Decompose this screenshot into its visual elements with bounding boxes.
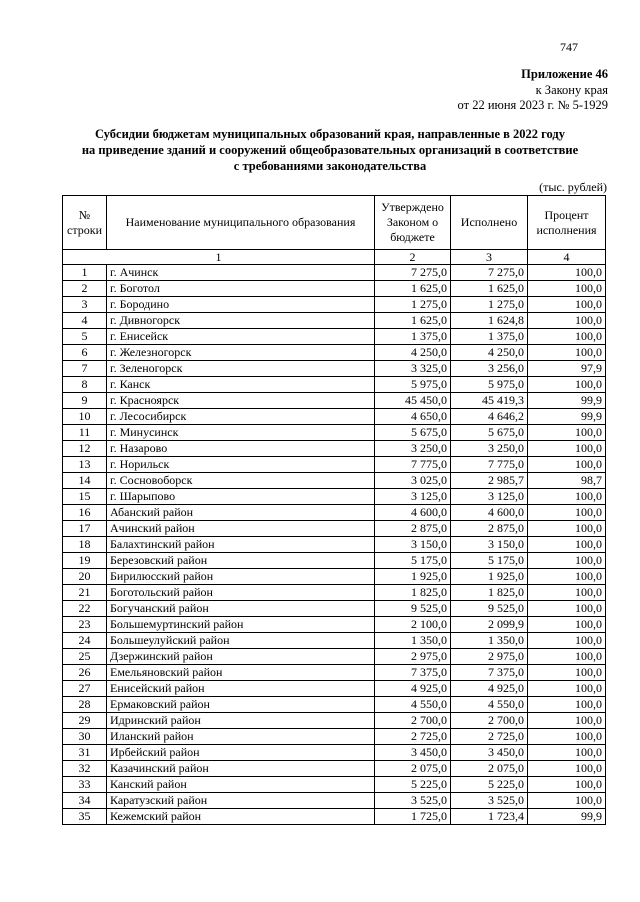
- percent-cell: 100,0: [528, 713, 606, 729]
- row-number-cell: 33: [63, 777, 107, 793]
- percent-cell: 100,0: [528, 633, 606, 649]
- table-row: [63, 569, 606, 585]
- header-municipality: Наименование муниципального образования: [107, 196, 375, 250]
- approved-cell: 1 625,0: [375, 281, 451, 297]
- municipality-cell: Каратузский район: [107, 793, 375, 809]
- executed-cell: 2 099,9: [451, 617, 528, 633]
- table-row: [63, 489, 606, 505]
- municipality-cell: г. Красноярск: [107, 393, 375, 409]
- column-numbers-row: [63, 250, 606, 265]
- header-row-number: № строки: [63, 196, 107, 250]
- table-row: [63, 457, 606, 473]
- row-number-cell: 10: [63, 409, 107, 425]
- approved-cell: 4 650,0: [375, 409, 451, 425]
- table-row: [63, 601, 606, 617]
- approved-cell: 3 125,0: [375, 489, 451, 505]
- municipality-cell: г. Канск: [107, 377, 375, 393]
- table-row: [63, 793, 606, 809]
- municipality-cell: г. Лесосибирск: [107, 409, 375, 425]
- column-number-2: 2: [375, 250, 451, 265]
- row-number-cell: 23: [63, 617, 107, 633]
- column-number-4: 4: [528, 250, 606, 265]
- percent-cell: 100,0: [528, 345, 606, 361]
- municipality-cell: Боготольский район: [107, 585, 375, 601]
- executed-cell: 1 825,0: [451, 585, 528, 601]
- executed-cell: 5 675,0: [451, 425, 528, 441]
- approved-cell: 2 075,0: [375, 761, 451, 777]
- row-number-cell: 21: [63, 585, 107, 601]
- executed-cell: 2 875,0: [451, 521, 528, 537]
- approved-cell: 1 275,0: [375, 297, 451, 313]
- approved-cell: 2 875,0: [375, 521, 451, 537]
- municipality-cell: Абанский район: [107, 505, 375, 521]
- percent-cell: 100,0: [528, 265, 606, 281]
- executed-cell: 7 275,0: [451, 265, 528, 281]
- municipality-cell: Балахтинский район: [107, 537, 375, 553]
- approved-cell: 4 600,0: [375, 505, 451, 521]
- executed-cell: 1 375,0: [451, 329, 528, 345]
- table-row: [63, 409, 606, 425]
- table-row: [63, 441, 606, 457]
- percent-cell: 100,0: [528, 793, 606, 809]
- row-number-cell: 2: [63, 281, 107, 297]
- percent-cell: 100,0: [528, 697, 606, 713]
- approved-cell: 7 375,0: [375, 665, 451, 681]
- table-row: [63, 313, 606, 329]
- executed-cell: 4 646,2: [451, 409, 528, 425]
- municipality-cell: г. Бородино: [107, 297, 375, 313]
- municipality-cell: г. Назарово: [107, 441, 375, 457]
- approved-cell: 1 725,0: [375, 809, 451, 825]
- percent-cell: 97,9: [528, 361, 606, 377]
- column-number-1: 1: [63, 250, 375, 265]
- row-number-cell: 9: [63, 393, 107, 409]
- table-row: [63, 713, 606, 729]
- executed-cell: 3 256,0: [451, 361, 528, 377]
- approved-cell: 1 825,0: [375, 585, 451, 601]
- executed-cell: 1 350,0: [451, 633, 528, 649]
- approved-cell: 1 350,0: [375, 633, 451, 649]
- executed-cell: 4 250,0: [451, 345, 528, 361]
- title-line-2: на приведение зданий и сооружений общеобразовательных организаций в соответствие: [81, 143, 579, 157]
- approved-cell: 5 675,0: [375, 425, 451, 441]
- table-row: [63, 425, 606, 441]
- row-number-cell: 14: [63, 473, 107, 489]
- percent-cell: 100,0: [528, 585, 606, 601]
- executed-cell: 3 150,0: [451, 537, 528, 553]
- table-row: [63, 377, 606, 393]
- executed-cell: 2 975,0: [451, 649, 528, 665]
- row-number-cell: 7: [63, 361, 107, 377]
- municipality-cell: г. Минусинск: [107, 425, 375, 441]
- percent-cell: 100,0: [528, 425, 606, 441]
- row-number-cell: 19: [63, 553, 107, 569]
- row-number-cell: 22: [63, 601, 107, 617]
- approved-cell: 4 250,0: [375, 345, 451, 361]
- municipality-cell: г. Зеленогорск: [107, 361, 375, 377]
- approved-cell: 2 975,0: [375, 649, 451, 665]
- municipality-cell: Кежемский район: [107, 809, 375, 825]
- executed-cell: 2 725,0: [451, 729, 528, 745]
- table-row: [63, 617, 606, 633]
- approved-cell: 9 525,0: [375, 601, 451, 617]
- approved-cell: 5 975,0: [375, 377, 451, 393]
- percent-cell: 100,0: [528, 537, 606, 553]
- approved-cell: 2 700,0: [375, 713, 451, 729]
- executed-cell: 1 925,0: [451, 569, 528, 585]
- row-number-cell: 13: [63, 457, 107, 473]
- approved-cell: 1 375,0: [375, 329, 451, 345]
- percent-cell: 100,0: [528, 457, 606, 473]
- municipality-cell: г. Енисейск: [107, 329, 375, 345]
- municipality-cell: г. Сосновоборск: [107, 473, 375, 489]
- row-number-cell: 3: [63, 297, 107, 313]
- municipality-cell: г. Дивногорск: [107, 313, 375, 329]
- municipality-cell: Емельяновский район: [107, 665, 375, 681]
- approved-cell: 2 725,0: [375, 729, 451, 745]
- percent-cell: 100,0: [528, 665, 606, 681]
- table-row: [63, 297, 606, 313]
- executed-cell: 4 600,0: [451, 505, 528, 521]
- table-header-row: [63, 196, 606, 250]
- percent-cell: 100,0: [528, 777, 606, 793]
- percent-cell: 100,0: [528, 441, 606, 457]
- row-number-cell: 32: [63, 761, 107, 777]
- table-row: [63, 665, 606, 681]
- executed-cell: 1 625,0: [451, 281, 528, 297]
- title-line-1: Субсидии бюджетам муниципальных образований края, направленные в 2022 году: [94, 127, 566, 141]
- row-number-cell: 5: [63, 329, 107, 345]
- row-number-cell: 34: [63, 793, 107, 809]
- row-number-cell: 31: [63, 745, 107, 761]
- executed-cell: 9 525,0: [451, 601, 528, 617]
- executed-cell: 1 723,4: [451, 809, 528, 825]
- approved-cell: 3 325,0: [375, 361, 451, 377]
- municipality-cell: Бирилюсский район: [107, 569, 375, 585]
- row-number-cell: 29: [63, 713, 107, 729]
- executed-cell: 3 525,0: [451, 793, 528, 809]
- municipality-cell: г. Боготол: [107, 281, 375, 297]
- percent-cell: 100,0: [528, 553, 606, 569]
- table-row: [63, 281, 606, 297]
- municipality-cell: Идринский район: [107, 713, 375, 729]
- executed-cell: 3 450,0: [451, 745, 528, 761]
- table-row: [63, 809, 606, 825]
- percent-cell: 100,0: [528, 377, 606, 393]
- units-label: (тыс. рублей): [539, 180, 607, 194]
- executed-cell: 5 975,0: [451, 377, 528, 393]
- document-title: [40, 126, 620, 174]
- row-number-cell: 35: [63, 809, 107, 825]
- table-row: [63, 473, 606, 489]
- row-number-cell: 15: [63, 489, 107, 505]
- municipality-cell: Березовский район: [107, 553, 375, 569]
- executed-cell: 5 175,0: [451, 553, 528, 569]
- table-row: [63, 585, 606, 601]
- approved-cell: 3 450,0: [375, 745, 451, 761]
- header-executed: Исполнено: [451, 196, 528, 250]
- row-number-cell: 16: [63, 505, 107, 521]
- percent-cell: 100,0: [528, 681, 606, 697]
- subsidies-table: [62, 195, 606, 825]
- approved-cell: 3 150,0: [375, 537, 451, 553]
- percent-cell: 100,0: [528, 521, 606, 537]
- percent-cell: 100,0: [528, 281, 606, 297]
- approved-cell: 3 025,0: [375, 473, 451, 489]
- table-row: [63, 361, 606, 377]
- row-number-cell: 6: [63, 345, 107, 361]
- table-row: [63, 649, 606, 665]
- approved-cell: 3 525,0: [375, 793, 451, 809]
- approved-cell: 3 250,0: [375, 441, 451, 457]
- municipality-cell: Канский район: [107, 777, 375, 793]
- table-row: [63, 697, 606, 713]
- row-number-cell: 20: [63, 569, 107, 585]
- row-number-cell: 27: [63, 681, 107, 697]
- percent-cell: 100,0: [528, 505, 606, 521]
- row-number-cell: 26: [63, 665, 107, 681]
- municipality-cell: г. Шарыпово: [107, 489, 375, 505]
- percent-cell: 99,9: [528, 409, 606, 425]
- percent-cell: 100,0: [528, 729, 606, 745]
- table-row: [63, 393, 606, 409]
- municipality-cell: Богучанский район: [107, 601, 375, 617]
- row-number-cell: 18: [63, 537, 107, 553]
- column-number-3: 3: [451, 250, 528, 265]
- table-row: [63, 537, 606, 553]
- percent-cell: 100,0: [528, 329, 606, 345]
- table-row: [63, 729, 606, 745]
- table-row: [63, 345, 606, 361]
- executed-cell: 3 250,0: [451, 441, 528, 457]
- row-number-cell: 24: [63, 633, 107, 649]
- executed-cell: 45 419,3: [451, 393, 528, 409]
- municipality-cell: Ирбейский район: [107, 745, 375, 761]
- approved-cell: 7 275,0: [375, 265, 451, 281]
- municipality-cell: г. Норильск: [107, 457, 375, 473]
- approved-cell: 7 775,0: [375, 457, 451, 473]
- page-number: 747: [560, 40, 578, 54]
- executed-cell: 7 375,0: [451, 665, 528, 681]
- row-number-cell: 17: [63, 521, 107, 537]
- percent-cell: 98,7: [528, 473, 606, 489]
- municipality-cell: Большемуртинский район: [107, 617, 375, 633]
- row-number-cell: 1: [63, 265, 107, 281]
- municipality-cell: Ачинский район: [107, 521, 375, 537]
- municipality-cell: Енисейский район: [107, 681, 375, 697]
- approved-cell: 1 925,0: [375, 569, 451, 585]
- percent-cell: 100,0: [528, 617, 606, 633]
- approved-cell: 2 100,0: [375, 617, 451, 633]
- percent-cell: 99,9: [528, 393, 606, 409]
- row-number-cell: 4: [63, 313, 107, 329]
- approved-cell: 4 925,0: [375, 681, 451, 697]
- percent-cell: 100,0: [528, 601, 606, 617]
- percent-cell: 100,0: [528, 649, 606, 665]
- appendix-line-2: от 22 июня 2023 г. № 5-1929: [457, 98, 608, 112]
- approved-cell: 5 225,0: [375, 777, 451, 793]
- approved-cell: 45 450,0: [375, 393, 451, 409]
- header-approved: Утверждено Законом о бюджете: [375, 196, 451, 250]
- percent-cell: 100,0: [528, 313, 606, 329]
- municipality-cell: Дзержинский район: [107, 649, 375, 665]
- executed-cell: 2 700,0: [451, 713, 528, 729]
- municipality-cell: Ермаковский район: [107, 697, 375, 713]
- percent-cell: 100,0: [528, 489, 606, 505]
- table-row: [63, 745, 606, 761]
- table-row: [63, 505, 606, 521]
- table-row: [63, 553, 606, 569]
- executed-cell: 5 225,0: [451, 777, 528, 793]
- municipality-cell: Большеулуйский район: [107, 633, 375, 649]
- percent-cell: 99,9: [528, 809, 606, 825]
- executed-cell: 1 624,8: [451, 313, 528, 329]
- table-row: [63, 265, 606, 281]
- table-row: [63, 681, 606, 697]
- row-number-cell: 30: [63, 729, 107, 745]
- executed-cell: 2 075,0: [451, 761, 528, 777]
- table-row: [63, 761, 606, 777]
- percent-cell: 100,0: [528, 297, 606, 313]
- approved-cell: 4 550,0: [375, 697, 451, 713]
- percent-cell: 100,0: [528, 761, 606, 777]
- title-line-3: с требованиями законодательства: [233, 159, 427, 173]
- table-row: [63, 633, 606, 649]
- municipality-cell: г. Железногорск: [107, 345, 375, 361]
- executed-cell: 2 985,7: [451, 473, 528, 489]
- executed-cell: 4 550,0: [451, 697, 528, 713]
- row-number-cell: 28: [63, 697, 107, 713]
- appendix-title: Приложение 46: [521, 67, 608, 81]
- table-row: [63, 329, 606, 345]
- table-row: [63, 777, 606, 793]
- municipality-cell: г. Ачинск: [107, 265, 375, 281]
- municipality-cell: Иланский район: [107, 729, 375, 745]
- row-number-cell: 11: [63, 425, 107, 441]
- row-number-cell: 25: [63, 649, 107, 665]
- executed-cell: 4 925,0: [451, 681, 528, 697]
- appendix-line-1: к Закону края: [535, 83, 608, 97]
- executed-cell: 7 775,0: [451, 457, 528, 473]
- executed-cell: 3 125,0: [451, 489, 528, 505]
- executed-cell: 1 275,0: [451, 297, 528, 313]
- row-number-cell: 8: [63, 377, 107, 393]
- header-percent: Процент исполнения: [528, 196, 606, 250]
- percent-cell: 100,0: [528, 745, 606, 761]
- row-number-cell: 12: [63, 441, 107, 457]
- approved-cell: 1 625,0: [375, 313, 451, 329]
- municipality-cell: Казачинский район: [107, 761, 375, 777]
- table-row: [63, 521, 606, 537]
- approved-cell: 5 175,0: [375, 553, 451, 569]
- percent-cell: 100,0: [528, 569, 606, 585]
